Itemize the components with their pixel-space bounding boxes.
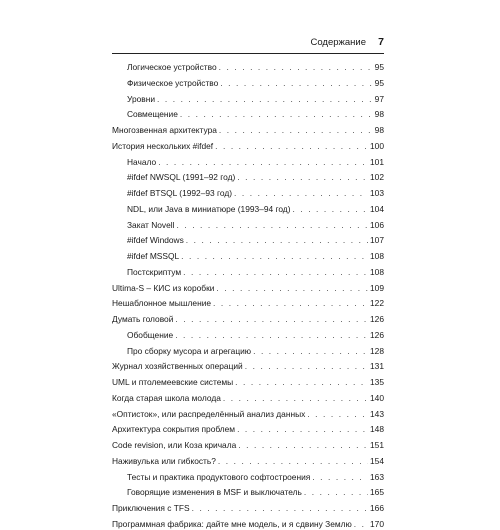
toc-entry (112, 283, 384, 294)
toc-entry (112, 456, 384, 467)
dot-leader (235, 377, 368, 388)
toc-entry-page: 140 (370, 392, 384, 403)
dot-leader (218, 456, 368, 467)
toc-entry-title: Code revision, или Коза кричала (112, 440, 237, 450)
toc-entry (127, 172, 384, 183)
dot-leader (238, 440, 368, 451)
dot-leader (292, 204, 368, 215)
toc-entry-page: 95 (374, 77, 384, 88)
toc-entry (127, 220, 384, 231)
toc-entry-page: 95 (374, 62, 384, 72)
toc-entry-page: 170 (370, 518, 384, 529)
toc-entry-title: #ifdef BTSQL (1992–93 год) (127, 188, 233, 198)
dot-leader (157, 94, 373, 105)
dot-leader (219, 125, 373, 136)
toc-entry (112, 393, 384, 404)
toc-entry-title: Тесты и практика продуктового софтостроения (127, 471, 311, 482)
toc-entry-page: 109 (370, 282, 384, 293)
dot-leader (186, 235, 368, 246)
toc-entry-title: Обобщение (127, 329, 174, 340)
toc-entry-page: 100 (370, 140, 384, 151)
toc-entry-title: Ultima-S – КИС из коробки (112, 282, 215, 293)
toc-entry-title: Постскриптум (127, 266, 182, 277)
dot-leader (234, 188, 368, 199)
toc-entry-page: 98 (374, 109, 384, 120)
dot-leader (175, 314, 368, 325)
running-header (112, 31, 384, 54)
dot-leader (183, 267, 368, 278)
toc-entry (127, 94, 384, 105)
dot-leader (181, 251, 368, 262)
toc-entry (112, 424, 384, 435)
toc-entry-page: 107 (370, 235, 384, 246)
toc-entry-title: #ifdef MSSQL (127, 251, 180, 261)
toc-entry-page: 151 (370, 440, 384, 450)
section-title: Содержание (310, 37, 366, 48)
toc-entry (112, 125, 384, 136)
toc-entry (112, 503, 384, 514)
toc-entry-page: 128 (370, 345, 384, 356)
toc-entry-page: 163 (370, 471, 384, 482)
toc-entry-page: 106 (370, 219, 384, 230)
toc-entry-page: 102 (370, 172, 384, 183)
toc-entry (127, 487, 384, 498)
toc-entry-title: Когда старая школа молода (112, 392, 221, 403)
toc-entry-title: #ifdef Windows (127, 235, 184, 246)
dot-leader (175, 330, 368, 341)
toc-entry-title: Закат Novell (127, 219, 175, 230)
toc-entry-title: Журнал хозяйственных операций (112, 361, 243, 372)
dot-leader (216, 283, 368, 294)
page-number: 7 (378, 36, 384, 48)
dot-leader (180, 109, 373, 120)
toc-entry (112, 440, 384, 451)
toc-entry-page: 97 (374, 93, 384, 104)
toc-entry-title: Приключения с TFS (112, 503, 190, 513)
toc-entry (112, 519, 384, 530)
toc-entry (112, 409, 384, 420)
toc-entry (127, 78, 384, 89)
toc-entry-page: 131 (370, 361, 384, 372)
dot-leader (237, 424, 368, 435)
toc-entry (127, 346, 384, 357)
toc-entry-title: #ifdef NWSQL (1991–92 год) (127, 172, 236, 183)
toc-entry-page: 122 (370, 298, 384, 309)
toc-entry (127, 204, 384, 215)
toc-entry-page: 135 (370, 377, 384, 387)
toc-entry (127, 188, 384, 199)
toc-entry-title: Уровни (127, 93, 156, 104)
toc-entry (127, 251, 384, 262)
dot-leader (215, 141, 368, 152)
toc-entry (127, 157, 384, 168)
toc-entry-title: История нескольких #ifdef (112, 140, 214, 151)
toc-entry-title: NDL, или Java в миниатюре (1993–94 год) (127, 203, 291, 214)
toc-entry (112, 141, 384, 152)
dot-leader (158, 157, 368, 168)
dot-leader (312, 472, 368, 483)
toc-entry (127, 109, 384, 120)
toc-entry-title: Архитектура сокрытия проблем (112, 424, 236, 435)
dot-leader (219, 62, 373, 73)
toc-entry-title: Многозвенная архитектура (112, 125, 217, 135)
toc-entry-title: Думать головой (112, 314, 174, 324)
dot-leader (253, 346, 368, 357)
toc-entry (127, 235, 384, 246)
dot-leader (237, 172, 368, 183)
toc-entry-page: 103 (370, 188, 384, 198)
dot-leader (245, 361, 368, 372)
dot-leader (176, 220, 368, 231)
toc-entry (127, 330, 384, 341)
toc-entry (112, 314, 384, 325)
toc-entry (127, 62, 384, 73)
toc-entry-title: Начало (127, 156, 157, 167)
toc-entry-page: 143 (370, 408, 384, 419)
dot-leader (307, 409, 368, 420)
toc-entry (127, 267, 384, 278)
toc-entry-page: 165 (370, 487, 384, 498)
dot-leader (354, 519, 368, 530)
toc-entry (112, 298, 384, 309)
toc-entry (112, 377, 384, 388)
toc-entry-title: Логическое устройство (127, 62, 217, 72)
toc-entry-title: Программная фабрика: дайте мне модель, и я сдвину Землю (112, 518, 352, 529)
dot-leader (220, 78, 372, 89)
toc-entry-title: Физическое устройство (127, 77, 219, 88)
toc-entry (112, 361, 384, 372)
toc-entry-title: Про сборку мусора и агрегацию (127, 345, 252, 356)
toc-entry-title: Нешаблонное мышление (112, 298, 212, 309)
toc-entry-page: 104 (370, 203, 384, 214)
toc-entry-page: 108 (370, 266, 384, 277)
toc-entry-title: Наживулька или гибкость? (112, 455, 216, 466)
toc-entry-page: 126 (370, 329, 384, 340)
toc-entry-page: 148 (370, 424, 384, 435)
dot-leader (304, 487, 368, 498)
dot-leader (223, 393, 368, 404)
toc-entry-page: 98 (374, 125, 384, 135)
toc-entry-page: 154 (370, 455, 384, 466)
toc-entry-page: 101 (370, 156, 384, 167)
toc-entry-title: UML и птолемеевские системы (112, 377, 234, 387)
toc-entry-page: 166 (370, 503, 384, 513)
dot-leader (213, 298, 368, 309)
toc-entry-title: Совмещение (127, 109, 178, 120)
toc-entry-page: 108 (370, 251, 384, 261)
toc-entry (127, 472, 384, 483)
dot-leader (192, 503, 368, 514)
toc-entry-page: 126 (370, 314, 384, 324)
toc-entry-title: Говорящие изменения в MSF и выключатель (127, 487, 302, 498)
toc-entry-title: «Оптисток», или распределённый анализ данных (112, 408, 306, 419)
